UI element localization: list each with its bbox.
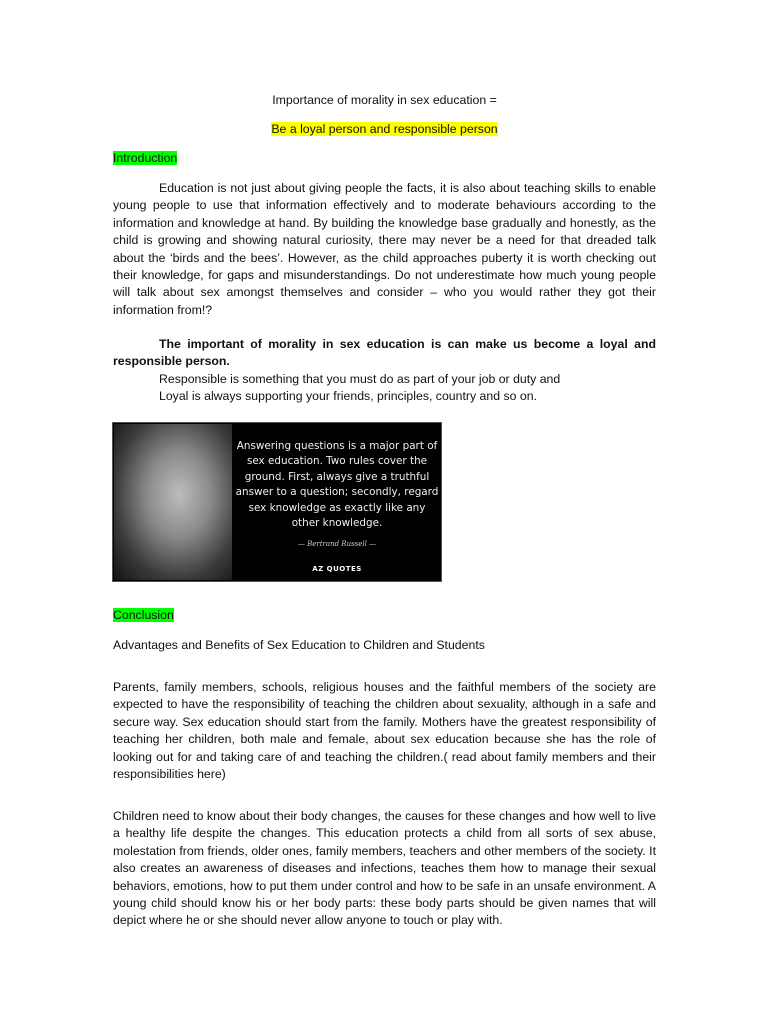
loyal-line: Loyal is always supporting your friends, principles, country and so on. <box>159 389 537 403</box>
intro-paragraph: Education is not just about giving people the facts, it is also about teaching skills to enable young people to use that information effectively and to moderate behaviours according to the information and knowledge at hand. By building the knowledge base gradually and honestly, as the child is growing and showing natural curiosity, there may never be a need for that dreaded talk about the ‘birds and the bees’. However, as the child approaches puberty it is worth checking out their knowledge, for gaps and misunderstandings. Do not underestimate how much young people will talk about sex amongst themselves and consider – who you would rather they got their information from!? <box>113 181 656 317</box>
document-subtitle <box>113 121 656 138</box>
document-title: Importance of morality in sex education = <box>272 93 497 107</box>
introduction-heading <box>113 150 656 167</box>
morality-paragraph: The important of morality in sex education is can make us become a loyal and responsible person. <box>113 337 656 369</box>
portrait-photo <box>114 424 232 580</box>
parents-paragraph: Parents, family members, schools, religious houses and the faithful members of the society are expected to have the responsibility of teaching the children about sexuality, although in a safe and secure way. Sex education should start from the family. Mothers have the greatest responsibility of teaching her children, both male and female, about sex education because she has the role of looking out for and taking care of and teaching the children.( read about family members and their responsibilities here) <box>113 680 656 782</box>
advantages-heading: Advantages and Benefits of Sex Education to Children and Students <box>113 638 485 652</box>
introduction-highlight: Introduction <box>113 151 178 165</box>
quote-text: Answering questions is a major part of sex education. Two rules cover the ground. First, always give a truthful answer to a question; secondly, regard sex knowledge as exactly like any other knowledge. <box>235 440 439 530</box>
responsible-line: Responsible is something that you must do as part of your job or duty and <box>159 372 561 386</box>
conclusion-heading <box>113 607 656 624</box>
subtitle-highlight: Be a loyal person and responsible person <box>271 122 498 136</box>
conclusion-highlight: Conclusion <box>113 608 174 622</box>
quote-author: — Bertrand Russell — <box>297 540 377 548</box>
quote-brand-logo: AZ QUOTES <box>312 565 362 573</box>
children-paragraph: Children need to know about their body changes, the causes for these changes and how well to live a healthy life despite the changes. This education protects a child from all sorts of sex abuse, molestation from friends, older ones, family members, teachers and other members of the society. It also creates an awareness of diseases and infections, teaches them how to manage their sexual behaviors, emotions, how to put them under control and how to be safe in an unsafe environment. A young child should know his or her body parts: these body parts should be given names that will depict where he or she should never allow anyone to touch or play with. <box>113 809 656 928</box>
quote-image <box>112 422 442 582</box>
